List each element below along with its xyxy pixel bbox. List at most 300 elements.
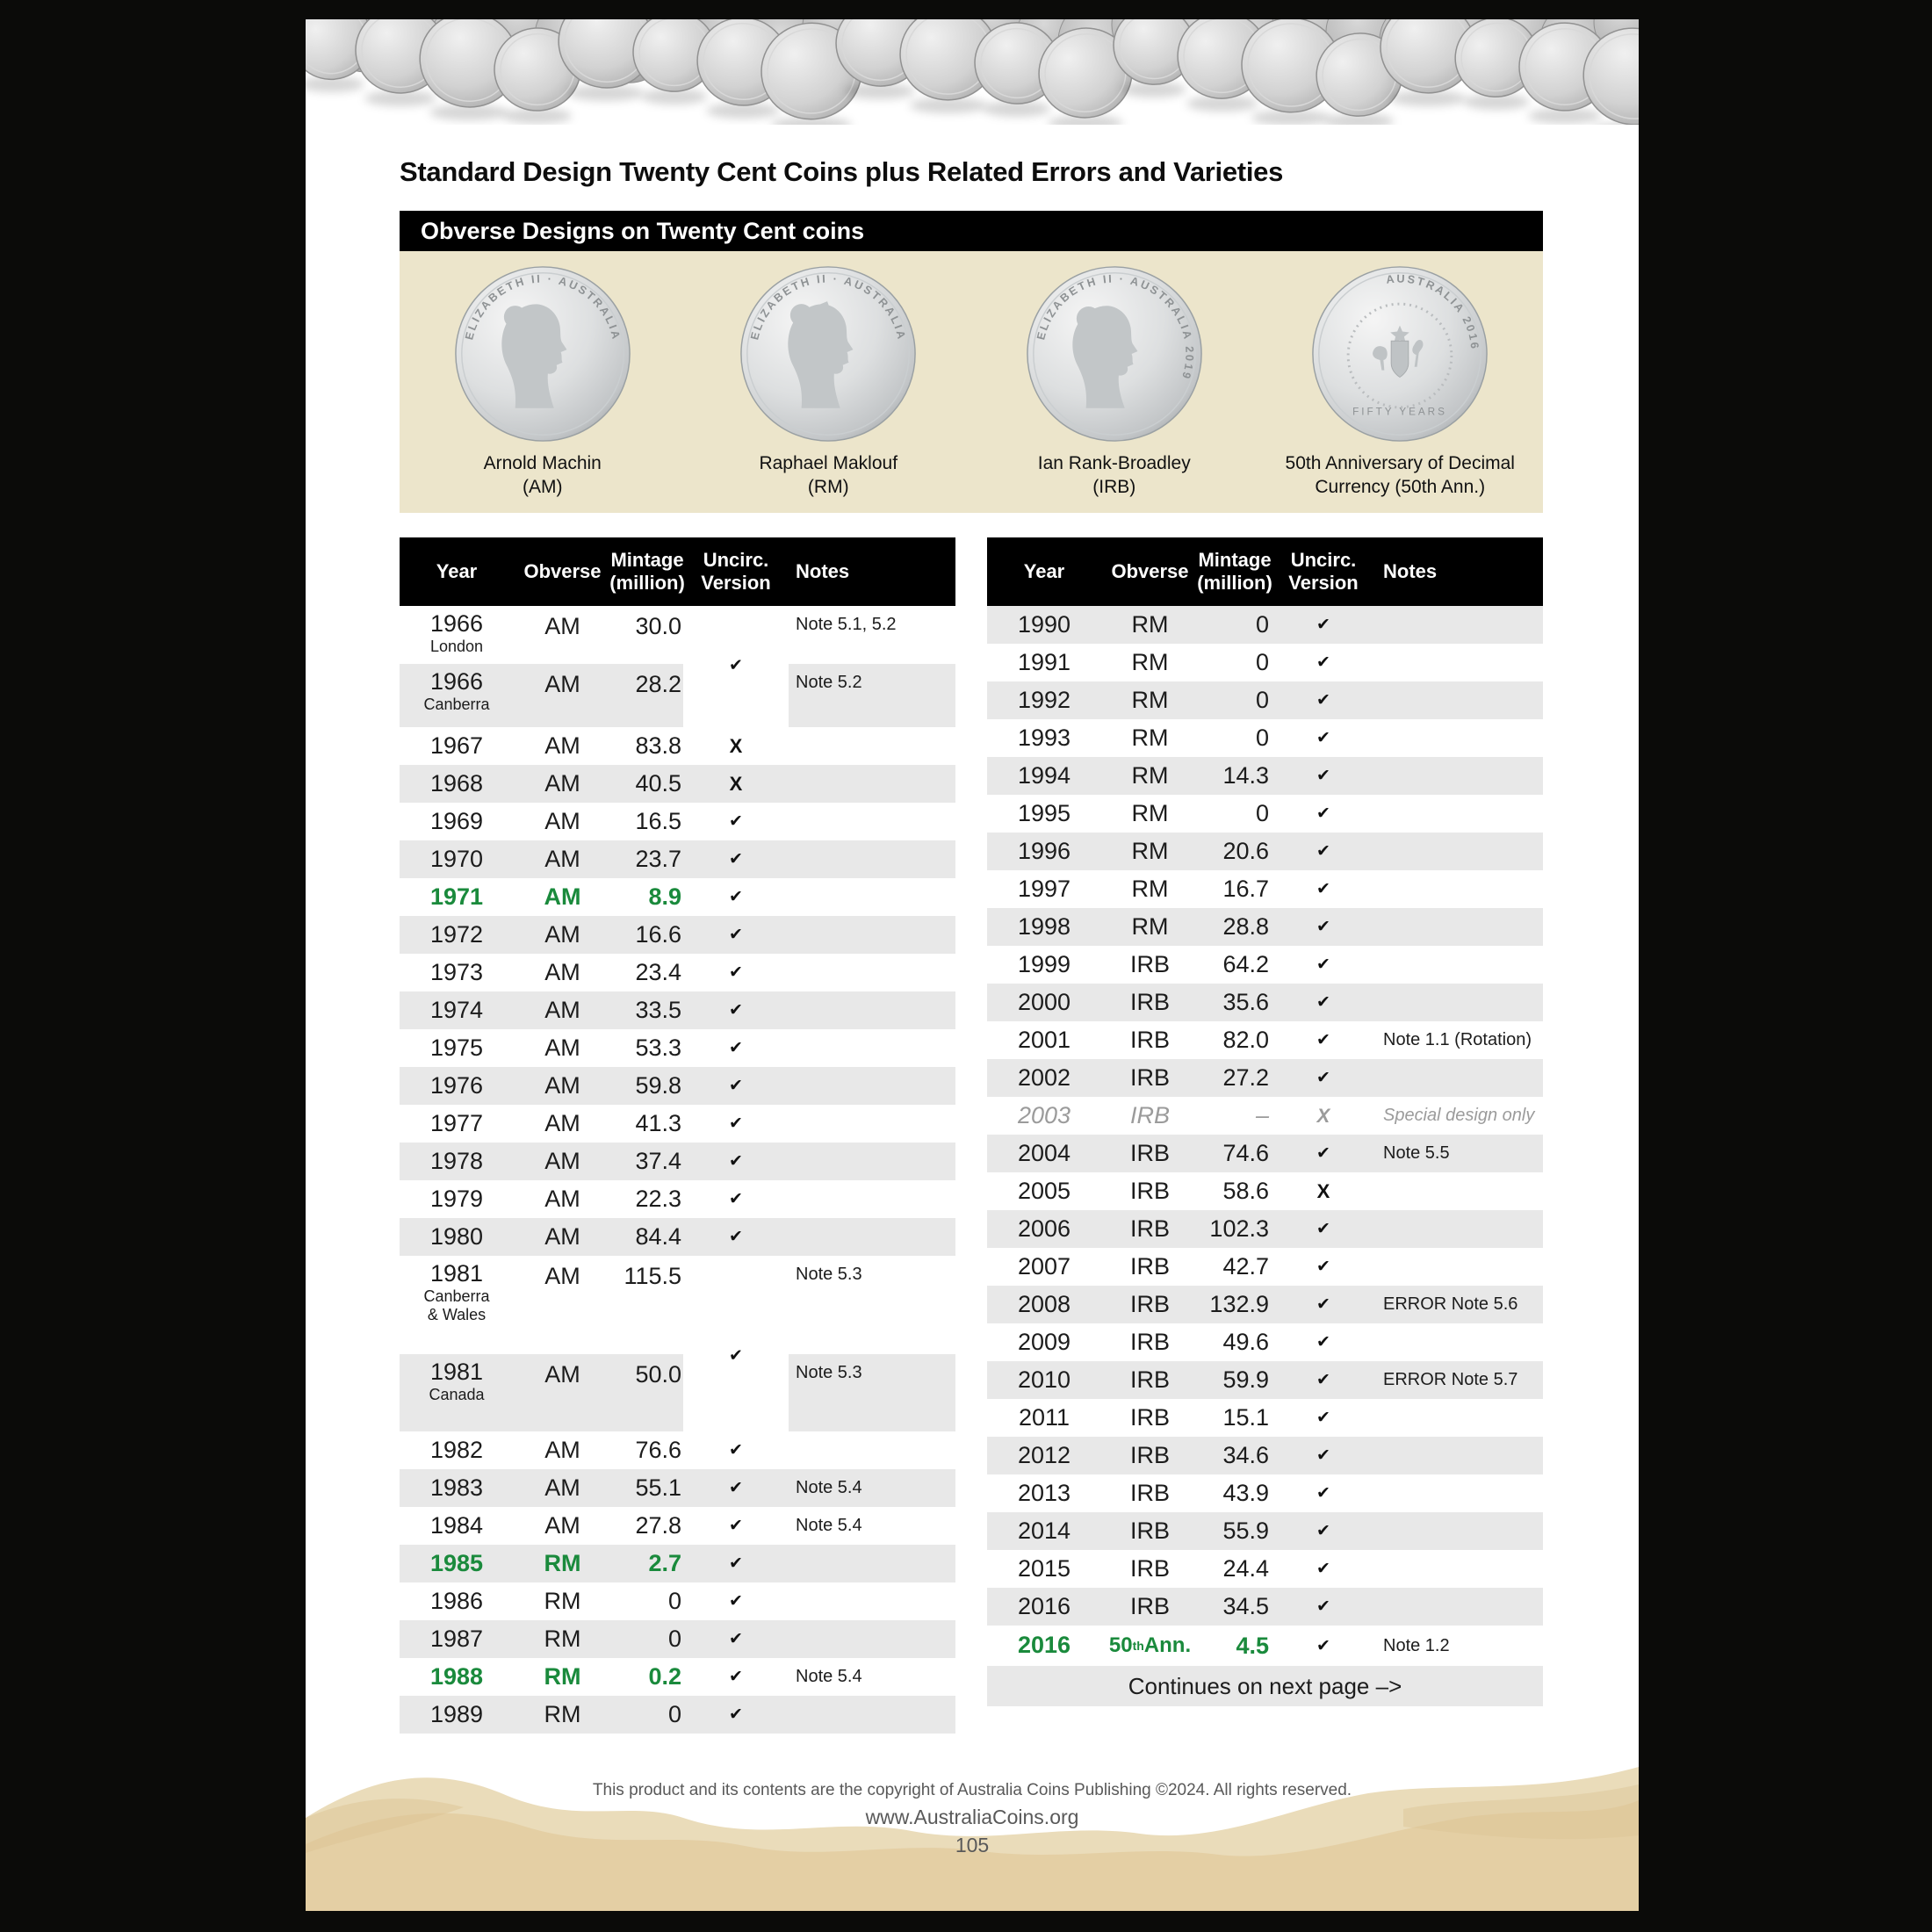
table-row bbox=[987, 1323, 1543, 1361]
table-row bbox=[400, 1582, 955, 1620]
notes-cell bbox=[789, 991, 955, 1029]
uncirc-cell bbox=[1271, 606, 1376, 644]
obverse-cell: AM bbox=[514, 991, 611, 1029]
table-row bbox=[400, 765, 955, 803]
mintage-cell: 84.4 bbox=[611, 1218, 683, 1256]
year-cell: 1976 bbox=[400, 1067, 514, 1105]
coin-figure bbox=[686, 251, 972, 513]
year-cell: 1966 Canberra bbox=[400, 664, 514, 727]
year-cell: 1966 London bbox=[429, 610, 484, 656]
table-row bbox=[400, 664, 955, 727]
year-cell: 1967 bbox=[429, 732, 484, 759]
uncirc-cell bbox=[683, 606, 789, 675]
mintage-cell: 0 bbox=[611, 1696, 683, 1734]
notes-cell: Note 5.1, 5.2 bbox=[796, 615, 897, 634]
mintage-cell: 64.2 bbox=[1222, 951, 1269, 977]
mintage-cell: 23.7 bbox=[611, 840, 683, 878]
uncirc-cell bbox=[683, 803, 789, 840]
coin-image-arnold-machin bbox=[452, 263, 633, 444]
mintage-cell: 0 bbox=[1255, 800, 1269, 826]
mintage-cell: 33.5 bbox=[611, 991, 683, 1029]
obverse-cell: IRB bbox=[1101, 1210, 1199, 1248]
year-cell: 2004 bbox=[987, 1135, 1101, 1172]
obverse-cell: RM bbox=[1101, 908, 1199, 946]
uncirc-cell bbox=[1271, 681, 1376, 719]
obverse-cell: AM bbox=[544, 1512, 580, 1539]
header-cell-uncirc: Uncirc. Version bbox=[1288, 548, 1359, 594]
table-row bbox=[987, 1172, 1543, 1210]
year-cell: 1974 bbox=[400, 991, 514, 1029]
year-cell: 1969 bbox=[429, 807, 484, 834]
uncirc-cell bbox=[683, 727, 789, 765]
notes-cell bbox=[789, 1218, 955, 1256]
year-cell: 2016 bbox=[987, 1588, 1101, 1626]
coin-legend: ELIZABETH II · AUSTRALIA bbox=[461, 271, 624, 342]
mintage-cell: 83.8 bbox=[635, 732, 681, 759]
obverse-cell: IRB bbox=[1129, 1329, 1170, 1355]
notes-cell bbox=[789, 954, 955, 991]
notes-cell bbox=[1376, 1550, 1543, 1588]
uncirc-cell bbox=[1271, 908, 1376, 946]
mintage-cell: 115.5 bbox=[624, 1263, 681, 1289]
obverse-cell: RM bbox=[1101, 681, 1199, 719]
year-sublabel: & Wales bbox=[427, 1306, 487, 1324]
obverse-cell: AM bbox=[544, 883, 581, 910]
uncirc-cell bbox=[1271, 1210, 1376, 1248]
notes-cell bbox=[1376, 795, 1543, 833]
coin-caption: Ian Rank-Broadley (IRB) bbox=[1037, 453, 1191, 498]
table-row bbox=[400, 1029, 955, 1067]
section-header-bar bbox=[400, 211, 1543, 251]
notes-cell: Note 1.2 bbox=[1383, 1635, 1450, 1655]
mintage-table-left bbox=[400, 537, 955, 1734]
year-cell: 1970 bbox=[400, 840, 514, 878]
check-mark-icon: ✔ bbox=[729, 1705, 743, 1724]
year-cell: 2000 bbox=[987, 984, 1101, 1021]
obverse-cell: RM bbox=[1131, 876, 1169, 902]
check-mark-icon: ✔ bbox=[729, 1592, 743, 1611]
mintage-cell: 24.4 bbox=[1222, 1555, 1269, 1582]
coin-figure bbox=[1258, 251, 1544, 513]
mintage-cell: 82.0 bbox=[1222, 1027, 1269, 1053]
uncirc-cell bbox=[1271, 1248, 1376, 1286]
year-cell: 1968 bbox=[400, 765, 514, 803]
table-row bbox=[987, 984, 1543, 1021]
table-row bbox=[987, 1588, 1543, 1626]
notes-cell bbox=[789, 1067, 955, 1105]
obverse-cell: IRB bbox=[1101, 1059, 1199, 1097]
table-row bbox=[987, 833, 1543, 870]
year-cell: 2008 bbox=[987, 1286, 1101, 1323]
year-cell: 1992 bbox=[987, 681, 1101, 719]
mintage-cell: 0 bbox=[667, 1588, 681, 1614]
uncirc-cell bbox=[1271, 1323, 1376, 1361]
obverse-cell: IRB bbox=[1101, 1135, 1199, 1172]
table-row bbox=[987, 908, 1543, 946]
check-mark-icon: ✔ bbox=[1316, 1560, 1330, 1578]
notes-cell: Special design only bbox=[1383, 1106, 1535, 1125]
table-row bbox=[987, 1210, 1543, 1248]
obverse-cell: 50 th Ann. bbox=[1108, 1633, 1192, 1657]
mintage-cell: 55.9 bbox=[1199, 1512, 1271, 1550]
table-row bbox=[400, 878, 955, 916]
year-cell: 1979 bbox=[429, 1185, 484, 1212]
table-row bbox=[400, 803, 955, 840]
obverse-cell: IRB bbox=[1129, 1404, 1170, 1431]
mintage-cell: 2.7 bbox=[611, 1545, 683, 1582]
check-mark-icon: ✔ bbox=[729, 1114, 743, 1133]
year-cell: 1981 Canberra & Wales bbox=[423, 1260, 490, 1324]
notes-cell bbox=[789, 803, 955, 840]
notes-cell bbox=[1376, 833, 1543, 870]
check-mark-icon: ✔ bbox=[1316, 955, 1330, 974]
mintage-cell: 76.6 bbox=[635, 1437, 681, 1463]
obverse-cell: AM bbox=[544, 1110, 580, 1136]
mintage-cell: 35.6 bbox=[1199, 984, 1271, 1021]
uncirc-cell bbox=[683, 878, 789, 916]
mintage-cell: 58.6 bbox=[1222, 1178, 1269, 1204]
year-cell: 1984 bbox=[429, 1511, 484, 1539]
obverse-cell: AM bbox=[514, 1067, 611, 1105]
obverse-cell: IRB bbox=[1129, 1555, 1170, 1582]
uncirc-cell bbox=[1271, 757, 1376, 795]
notes-cell bbox=[1376, 984, 1543, 1021]
obverse-cell: RM bbox=[514, 1696, 611, 1734]
year-cell: 1987 bbox=[400, 1620, 514, 1658]
check-mark-icon: ✔ bbox=[729, 1479, 743, 1497]
obverse-designs-panel bbox=[400, 251, 1543, 513]
mintage-cell: 28.2 bbox=[611, 664, 683, 727]
year-cell: 2001 bbox=[1017, 1026, 1071, 1053]
mintage-cell: 22.3 bbox=[635, 1186, 681, 1212]
uncirc-cell bbox=[1271, 1286, 1376, 1323]
mintage-cell: 132.9 bbox=[1199, 1286, 1271, 1323]
year-cell: 1978 bbox=[400, 1143, 514, 1180]
obverse-cell: RM bbox=[1131, 649, 1169, 675]
obverse-cell: RM bbox=[1131, 800, 1169, 826]
check-mark-icon: ✔ bbox=[1316, 653, 1330, 672]
year-cell: 1994 bbox=[987, 757, 1101, 795]
coin-caption: 50th Anniversary of Decimal Currency (50th Ann.) bbox=[1285, 453, 1515, 498]
year-cell: 1972 bbox=[400, 916, 514, 954]
year-cell: 1983 bbox=[400, 1469, 514, 1507]
table-row bbox=[987, 1361, 1543, 1399]
check-mark-icon: ✔ bbox=[1316, 842, 1330, 861]
obverse-cell: AM bbox=[514, 840, 611, 878]
uncirc-cell bbox=[1271, 719, 1376, 757]
obverse-cell: AM bbox=[514, 664, 611, 727]
year-cell: 2012 bbox=[987, 1437, 1101, 1474]
check-mark-icon: ✔ bbox=[1316, 616, 1330, 634]
obverse-cell: AM bbox=[514, 1218, 611, 1256]
obverse-cell: IRB bbox=[1129, 1102, 1170, 1128]
notes-cell bbox=[1376, 1248, 1543, 1286]
table-header bbox=[400, 537, 955, 606]
tables-region bbox=[400, 537, 1543, 1734]
mintage-cell: 50.0 bbox=[611, 1354, 683, 1431]
table-row bbox=[987, 1512, 1543, 1550]
table-row bbox=[987, 1059, 1543, 1097]
x-mark-icon: X bbox=[729, 734, 743, 757]
obverse-cell: AM bbox=[544, 1263, 580, 1289]
uncirc-cell bbox=[1271, 1474, 1376, 1512]
year-cell: 1995 bbox=[1017, 799, 1071, 826]
notes-cell bbox=[1376, 1210, 1543, 1248]
check-mark-icon: ✔ bbox=[729, 1630, 743, 1648]
table-header bbox=[987, 537, 1543, 606]
year-cell: 1998 bbox=[987, 908, 1101, 946]
table-row bbox=[400, 1620, 955, 1658]
mintage-cell: 43.9 bbox=[1222, 1480, 1269, 1506]
year-cell: 1989 bbox=[400, 1696, 514, 1734]
check-mark-icon: ✔ bbox=[1316, 1522, 1330, 1540]
uncirc-cell bbox=[1271, 795, 1376, 833]
uncirc-cell bbox=[683, 840, 789, 878]
obverse-cell: IRB bbox=[1101, 1437, 1199, 1474]
year-cell: 2003 bbox=[1017, 1101, 1071, 1128]
mintage-cell: 37.4 bbox=[611, 1143, 683, 1180]
check-mark-icon: ✔ bbox=[729, 1228, 743, 1246]
notes-cell bbox=[789, 1105, 955, 1143]
mintage-cell: 16.6 bbox=[611, 916, 683, 954]
mintage-cell: 27.8 bbox=[635, 1512, 681, 1539]
table-row bbox=[987, 1097, 1543, 1135]
check-mark-icon: ✔ bbox=[729, 1077, 743, 1095]
obverse-cell: RM bbox=[1101, 833, 1199, 870]
mintage-cell: 34.6 bbox=[1199, 1437, 1271, 1474]
year-cell: 2009 bbox=[1017, 1328, 1071, 1355]
check-mark-icon: ✔ bbox=[729, 888, 743, 906]
mintage-cell: 8.9 bbox=[648, 883, 681, 910]
footer-website: www.AustraliaCoins.org bbox=[865, 1806, 1079, 1828]
table-row bbox=[400, 1469, 955, 1507]
page-title: Standard Design Twenty Cent Coins plus Related Errors and Varieties bbox=[400, 156, 1284, 187]
uncirc-cell bbox=[1271, 1135, 1376, 1172]
uncirc-cell bbox=[1271, 946, 1376, 984]
notes-cell bbox=[1376, 1437, 1543, 1474]
check-mark-icon: ✔ bbox=[1316, 767, 1330, 785]
mintage-cell: 15.1 bbox=[1222, 1404, 1269, 1431]
notes-cell: Note 5.3 bbox=[789, 1354, 955, 1431]
coin-legend: AUSTRALIA 2016 bbox=[1385, 271, 1482, 351]
table-row bbox=[400, 1105, 955, 1143]
uncirc-cell bbox=[1271, 1021, 1376, 1059]
year-cell: 1982 bbox=[429, 1436, 484, 1463]
notes-cell bbox=[1376, 757, 1543, 795]
year-sublabel: Canberra bbox=[423, 696, 490, 714]
year-cell: 1985 bbox=[400, 1545, 514, 1582]
notes-cell: Note 5.4 bbox=[789, 1469, 955, 1507]
check-mark-icon: ✔ bbox=[729, 1517, 743, 1535]
notes-cell: Note 5.5 bbox=[1376, 1135, 1543, 1172]
mintage-cell: 55.1 bbox=[611, 1469, 683, 1507]
year-cell: 1999 bbox=[1017, 950, 1071, 977]
footer-copyright: This product and its contents are the copyright of Australia Coins Publishing ©2024. All rights reserved. bbox=[592, 1781, 1352, 1799]
mintage-cell: 16.7 bbox=[1222, 876, 1269, 902]
coin-image-raphael-maklouf bbox=[738, 263, 919, 444]
check-mark-icon: ✔ bbox=[729, 926, 743, 944]
year-cell: 1980 bbox=[400, 1218, 514, 1256]
table-row bbox=[400, 1143, 955, 1180]
notes-cell bbox=[1376, 1512, 1543, 1550]
year-cell: 2013 bbox=[1017, 1479, 1071, 1506]
obverse-cell: AM bbox=[514, 765, 611, 803]
check-mark-icon: ✔ bbox=[729, 1668, 743, 1686]
obverse-cell: IRB bbox=[1101, 1588, 1199, 1626]
coin-legend: ELIZABETH II · AUSTRALIA bbox=[747, 271, 910, 342]
obverse-cell: IRB bbox=[1101, 984, 1199, 1021]
uncirc-cell bbox=[683, 1469, 789, 1507]
mintage-cell: 0 bbox=[1255, 649, 1269, 675]
obverse-cell: IRB bbox=[1129, 951, 1170, 977]
table-row bbox=[400, 1431, 955, 1469]
notes-cell bbox=[1376, 908, 1543, 946]
check-mark-icon: ✔ bbox=[1316, 729, 1330, 747]
obverse-cell: RM bbox=[1131, 724, 1169, 751]
notes-cell: Note 5.3 bbox=[796, 1265, 862, 1284]
table-row bbox=[400, 1507, 955, 1545]
year-cell: 1977 bbox=[429, 1109, 484, 1136]
uncirc-cell bbox=[683, 1507, 789, 1545]
notes-cell bbox=[1376, 719, 1543, 757]
uncirc-cell bbox=[1271, 1626, 1376, 1666]
notes-cell: Note 5.2 bbox=[789, 664, 955, 727]
header-cell-mintage: Mintage (million) bbox=[609, 548, 685, 594]
uncirc-cell bbox=[683, 991, 789, 1029]
table-row bbox=[987, 1626, 1543, 1666]
table-row bbox=[987, 606, 1543, 644]
obverse-cell: IRB bbox=[1101, 1361, 1199, 1399]
mintage-cell: 74.6 bbox=[1199, 1135, 1271, 1172]
table-row bbox=[400, 840, 955, 878]
header-cell-obverse: Obverse bbox=[523, 559, 602, 582]
table-row bbox=[400, 954, 955, 991]
notes-cell: Note 5.4 bbox=[796, 1667, 862, 1686]
notes-cell: Note 5.4 bbox=[796, 1516, 862, 1535]
table-row bbox=[400, 1180, 955, 1218]
obverse-cell: IRB bbox=[1101, 1286, 1199, 1323]
table-row bbox=[987, 1399, 1543, 1437]
mintage-cell: 102.3 bbox=[1199, 1210, 1271, 1248]
check-mark-icon: ✔ bbox=[729, 1152, 743, 1171]
header-cell-year: Year bbox=[436, 559, 478, 582]
check-mark-icon: ✔ bbox=[1316, 1069, 1330, 1087]
mintage-cell: 0 bbox=[1199, 681, 1271, 719]
notes-cell bbox=[1376, 1172, 1543, 1210]
uncirc-cell bbox=[1271, 870, 1376, 908]
mintage-cell: 4.5 bbox=[1236, 1632, 1269, 1659]
table-row bbox=[987, 1135, 1543, 1172]
uncirc-cell bbox=[683, 1256, 789, 1366]
mintage-cell: 42.7 bbox=[1222, 1253, 1269, 1280]
x-mark-icon: X bbox=[1316, 1179, 1330, 1202]
uncirc-cell bbox=[683, 916, 789, 954]
table-row bbox=[400, 1067, 955, 1105]
year-cell: 2007 bbox=[1017, 1252, 1071, 1280]
table-row bbox=[987, 1437, 1543, 1474]
coin-caption: Arnold Machin (AM) bbox=[483, 453, 602, 498]
notes-cell bbox=[789, 765, 955, 803]
year-cell: 2014 bbox=[987, 1512, 1101, 1550]
mintage-cell: 0 bbox=[611, 1620, 683, 1658]
mintage-cell: 27.2 bbox=[1199, 1059, 1271, 1097]
header-cell-notes: Notes bbox=[1383, 559, 1438, 582]
uncirc-cell bbox=[1271, 1059, 1376, 1097]
uncirc-cell bbox=[683, 1431, 789, 1469]
check-mark-icon: ✔ bbox=[1316, 804, 1330, 823]
uncirc-cell bbox=[683, 1180, 789, 1218]
header-cell-mintage: Mintage (million) bbox=[1197, 548, 1272, 594]
check-mark-icon: ✔ bbox=[729, 963, 743, 982]
obverse-cell: AM bbox=[544, 1034, 580, 1061]
uncirc-cell bbox=[1271, 1437, 1376, 1474]
year-cell: 2011 bbox=[1018, 1403, 1071, 1431]
check-mark-icon: ✔ bbox=[1316, 1636, 1330, 1655]
table-row bbox=[987, 946, 1543, 984]
check-mark-icon: ✔ bbox=[1316, 1144, 1330, 1163]
notes-cell bbox=[1376, 946, 1543, 984]
obverse-cell: RM bbox=[1101, 606, 1199, 644]
coin-caption: Raphael Maklouf (RM) bbox=[759, 453, 898, 498]
uncirc-cell bbox=[683, 1582, 789, 1620]
uncirc-cell bbox=[1271, 1361, 1376, 1399]
table-row bbox=[987, 757, 1543, 795]
table-row bbox=[987, 795, 1543, 833]
notes-cell bbox=[1376, 1399, 1543, 1437]
obverse-cell: IRB bbox=[1129, 1480, 1170, 1506]
check-mark-icon: ✔ bbox=[1316, 1484, 1330, 1503]
mintage-cell: 20.6 bbox=[1199, 833, 1271, 870]
obverse-cell: AM bbox=[544, 808, 580, 834]
obverse-cell: IRB bbox=[1129, 1178, 1170, 1204]
uncirc-cell bbox=[683, 1067, 789, 1105]
obverse-cell: AM bbox=[544, 613, 580, 639]
check-mark-icon: ✔ bbox=[1316, 1597, 1330, 1616]
footer-page-number: 105 bbox=[955, 1834, 990, 1856]
header-cell-notes: Notes bbox=[796, 559, 850, 582]
check-mark-icon: ✔ bbox=[1316, 1295, 1330, 1314]
table-row bbox=[987, 1248, 1543, 1286]
uncirc-cell bbox=[683, 954, 789, 991]
notes-cell bbox=[789, 878, 955, 916]
table-row bbox=[400, 1658, 955, 1696]
mintage-cell: 41.3 bbox=[635, 1110, 681, 1136]
table-row bbox=[400, 916, 955, 954]
notes-cell bbox=[789, 1029, 955, 1067]
notes-cell bbox=[1376, 1474, 1543, 1512]
mintage-cell: 23.4 bbox=[635, 959, 681, 985]
notes-cell bbox=[1376, 1059, 1543, 1097]
table-row bbox=[400, 991, 955, 1029]
uncirc-cell bbox=[683, 1105, 789, 1143]
check-mark-icon: ✔ bbox=[729, 1441, 743, 1460]
obverse-cell: RM bbox=[514, 1620, 611, 1658]
notes-cell bbox=[789, 727, 955, 765]
year-cell: 2005 bbox=[1017, 1177, 1071, 1204]
table-row bbox=[987, 681, 1543, 719]
check-mark-icon: ✔ bbox=[1316, 1031, 1330, 1049]
notes-cell bbox=[1376, 1588, 1543, 1626]
notes-cell bbox=[789, 1431, 955, 1469]
table-row bbox=[400, 1354, 955, 1431]
check-mark-icon: ✔ bbox=[1316, 880, 1330, 898]
check-mark-icon: ✔ bbox=[1316, 1409, 1330, 1427]
obverse-cell: IRB bbox=[1129, 1027, 1170, 1053]
mintage-cell: 16.5 bbox=[635, 808, 681, 834]
year-cell: 1973 bbox=[429, 958, 484, 985]
uncirc-cell bbox=[1271, 1512, 1376, 1550]
table-row bbox=[987, 644, 1543, 681]
